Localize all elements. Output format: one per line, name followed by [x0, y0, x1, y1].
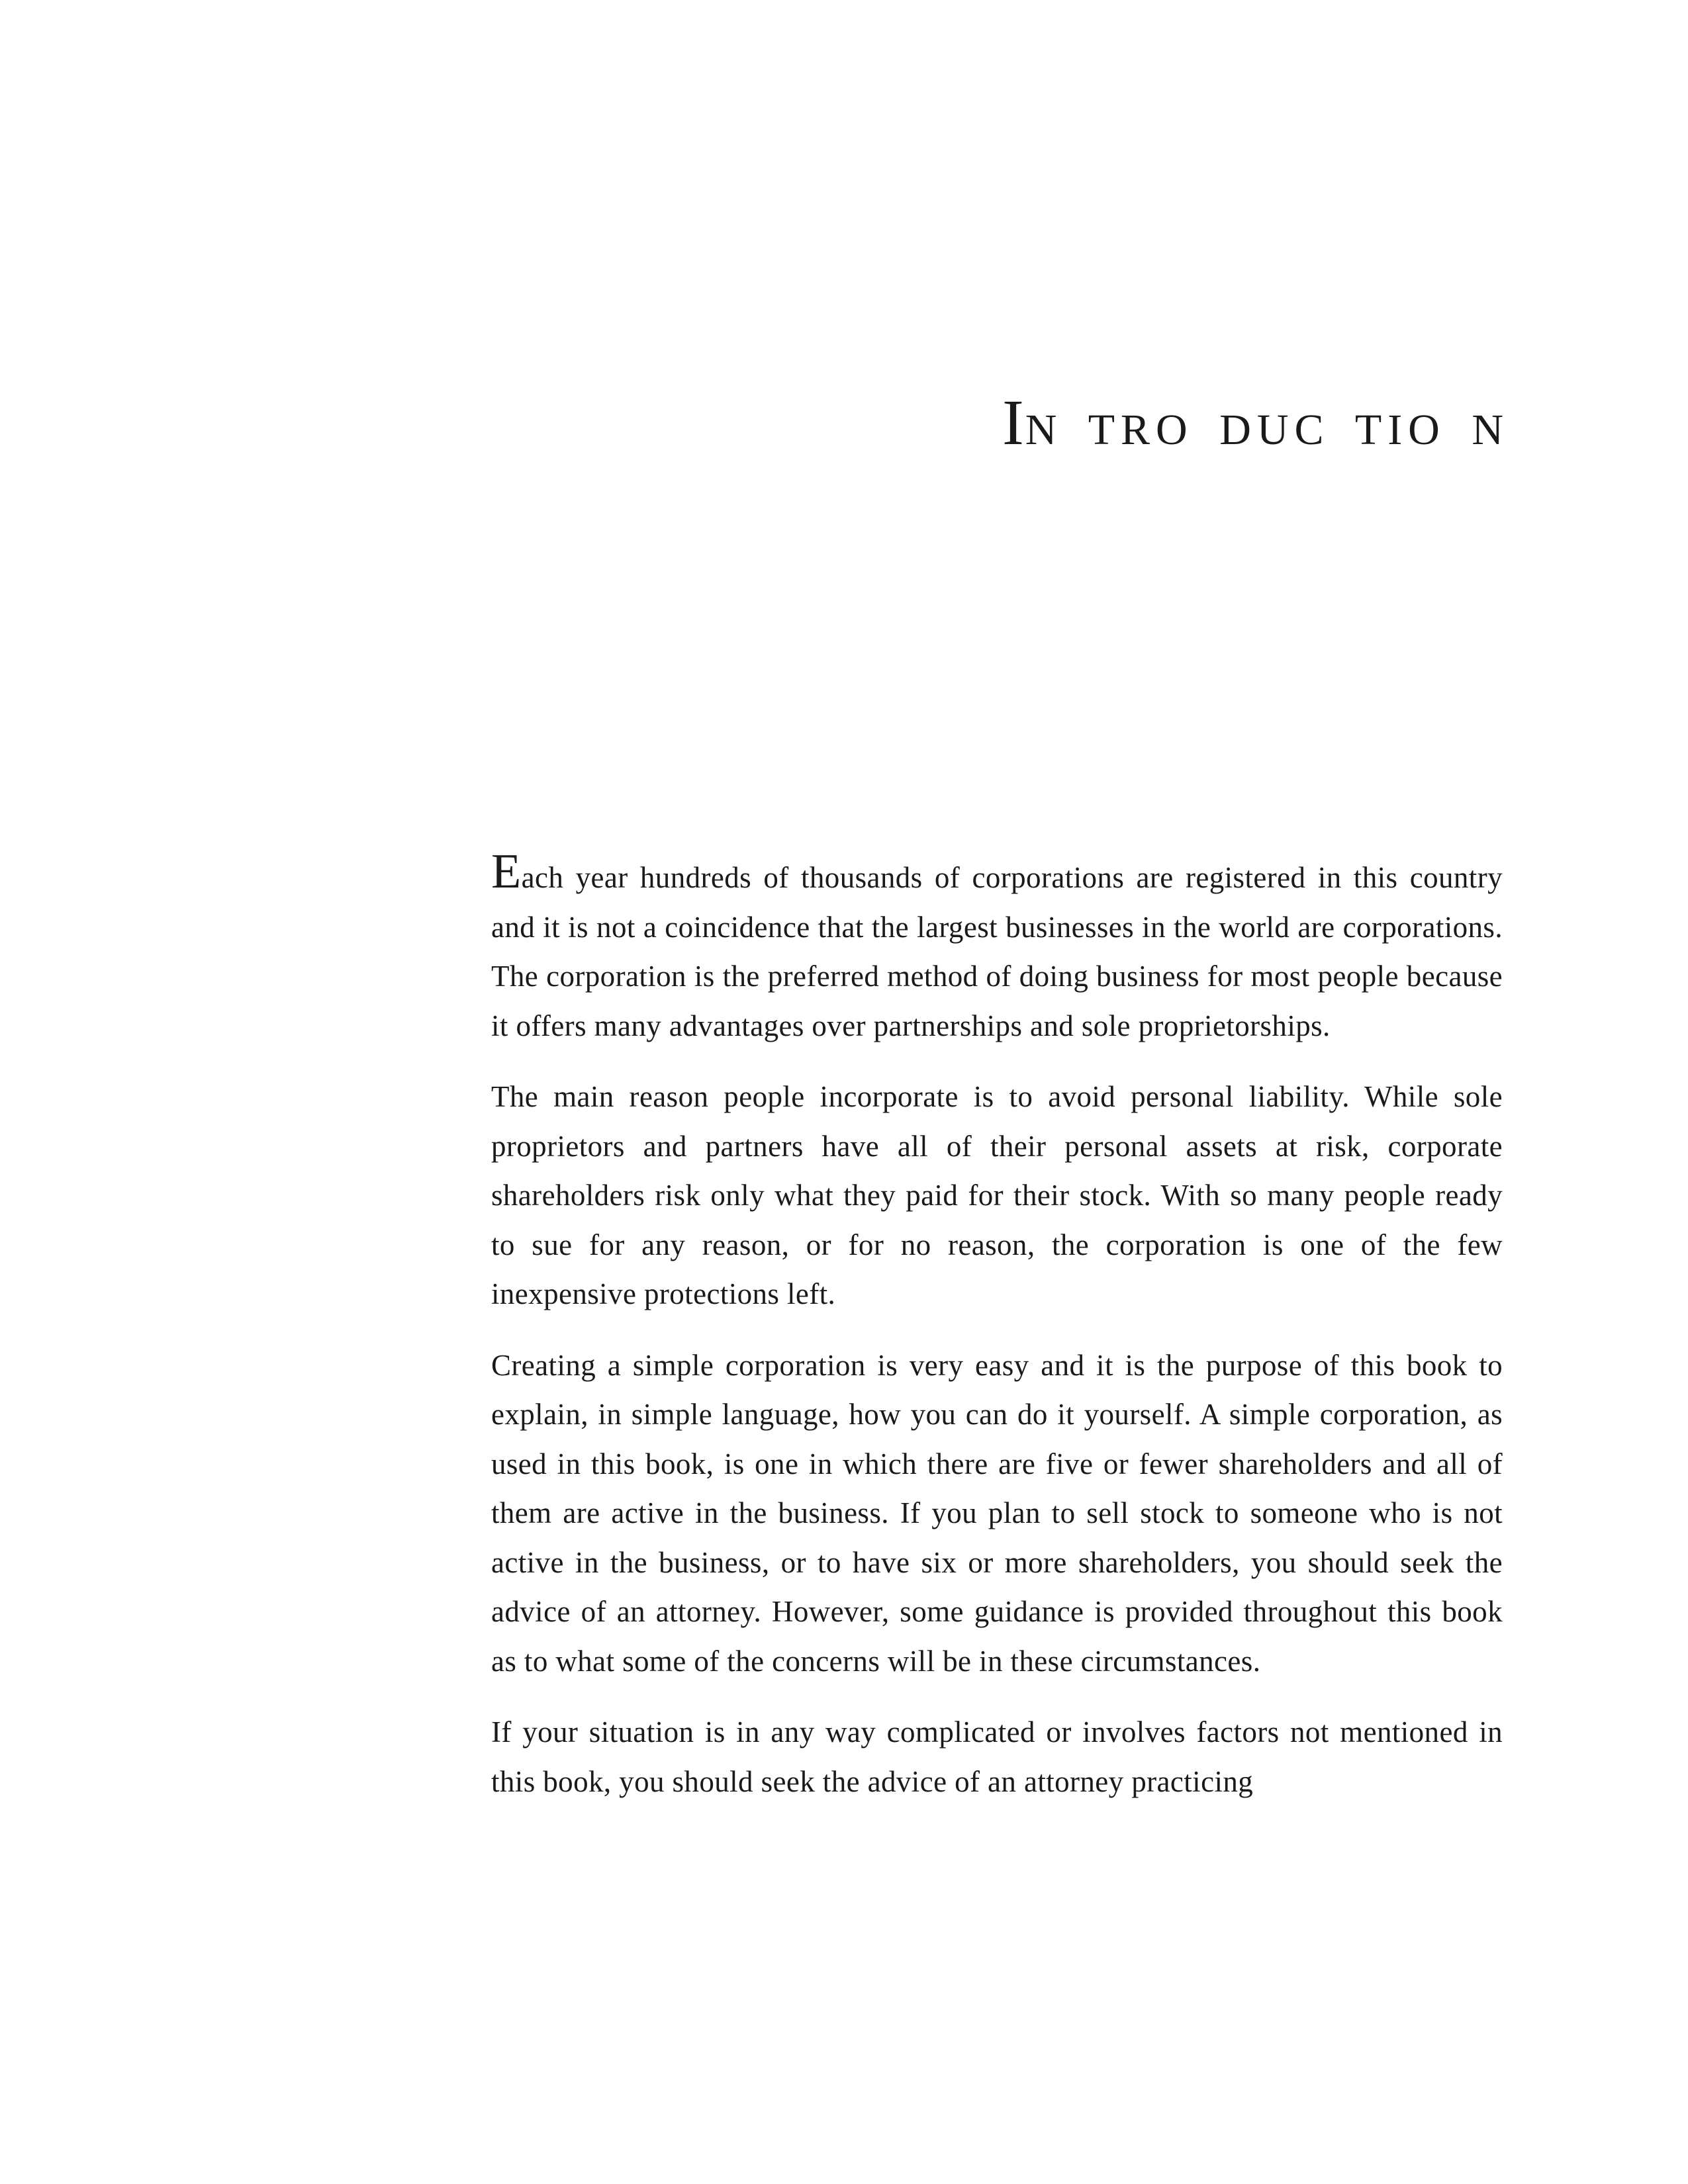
- paragraph-2: The main reason people incorporate is to avoid personal liability. While sole proprietors and partners have all of their personal assets at risk, corporate shareholders risk only what they paid for their stock. With so many people ready to sue for any reason, or for no reason, the corporation is one of the few inexpensive protections left.: [491, 1080, 1503, 1310]
- paragraph-3: Creating a simple corporation is very easy and it is the purpose of this book to explain, in simple language, how you can do it yourself. A simple corporation, as used in this book, is one in which there are five or fewer shareholders and all of them are active in the business. If you plan to sell stock to someone who is not active in the business, or to have six or more shareholders, you should seek the advice of an attorney. However, some guidance is provided throughout this book as to what some of the concerns will be in these circumstances.: [491, 1348, 1503, 1678]
- paragraph-1: [491, 844, 1503, 1050]
- paragraph-1-text: ach year hundreds of thousands of corporations are registered in this country and it is not a coincidence that the largest businesses in the world are corporations. The corporation is the preferred method of doing business for most people because it offers many advantages over partnerships and sole proprietorships.: [491, 861, 1503, 1042]
- chapter-title-initial: I: [1002, 387, 1025, 459]
- chapter-title: [1002, 387, 1509, 459]
- chapter-title-rest: N TRO DUC TIO N: [1025, 406, 1509, 454]
- drop-cap: E: [491, 844, 522, 899]
- body-text: [491, 844, 1503, 1828]
- paragraph-4: If your situation is in any way complicated or involves factors not mentioned in this book, you should seek the advice of an attorney practicing: [491, 1715, 1503, 1798]
